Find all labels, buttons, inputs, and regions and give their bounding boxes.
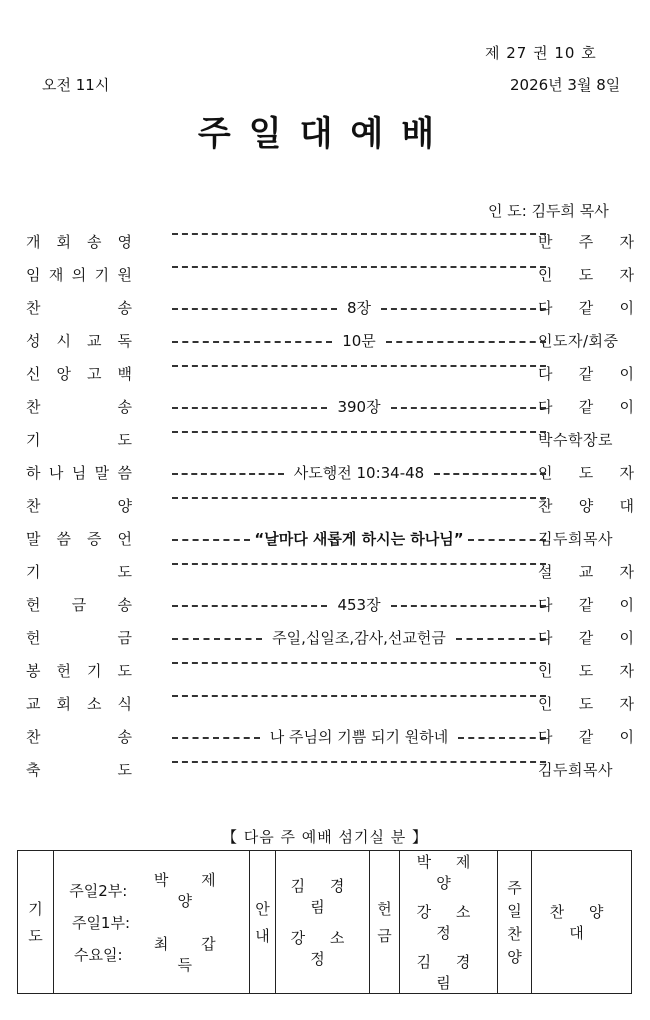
order-item-label: 하 나 님 말 씀 xyxy=(26,464,132,482)
order-leader-line xyxy=(172,429,546,433)
order-item-label: 헌 금 xyxy=(26,629,132,647)
offering-names-cell xyxy=(400,851,498,994)
offering-name: 강 소 정 xyxy=(416,903,481,942)
order-item-label: 기 도 xyxy=(26,431,132,449)
order-leader-line xyxy=(172,363,546,367)
order-leader-line xyxy=(172,759,546,763)
order-item-detail: 453장 xyxy=(337,596,381,614)
order-leader-line xyxy=(172,528,546,549)
order-leader-line xyxy=(172,693,546,697)
order-row xyxy=(26,618,636,651)
slot-row xyxy=(62,871,249,910)
guide-label: 안 내 xyxy=(255,900,270,945)
offering-label-cell xyxy=(370,851,400,994)
guide-name: 김 경 림 xyxy=(290,877,355,916)
order-item-label: 성 시 교 독 xyxy=(26,332,132,350)
order-row xyxy=(26,651,636,684)
choir-label-cell xyxy=(498,851,532,994)
slot-name: 최 갑 득 xyxy=(153,935,230,974)
order-item-label: 개 회 송 영 xyxy=(26,233,132,251)
order-item-person: 찬 양 대 xyxy=(538,497,634,515)
order-item-person: 다 같 이 xyxy=(538,728,634,746)
slot-name: 박 제 양 xyxy=(153,871,230,910)
service-time: 오전 11시 xyxy=(42,76,110,94)
choir-name: 찬 양 대 xyxy=(549,903,614,942)
order-item-person: 인 도 자 xyxy=(538,464,634,482)
order-item-person: 다 같 이 xyxy=(538,299,634,317)
order-leader-line xyxy=(172,594,546,615)
order-item-person: 인 도 자 xyxy=(538,266,634,284)
choir-name-cell xyxy=(532,851,632,994)
order-item-detail: 8장 xyxy=(346,299,372,317)
order-row xyxy=(26,552,636,585)
order-item-label: 봉 헌 기 도 xyxy=(26,662,132,680)
order-leader-line xyxy=(172,231,546,235)
order-leader-line xyxy=(172,264,546,268)
issue-number: 제 27 권 10 호 xyxy=(485,44,597,62)
order-row xyxy=(26,387,636,420)
service-date: 2026년 3월 8일 xyxy=(510,76,621,94)
order-item-label: 찬 송 xyxy=(26,299,132,317)
order-row xyxy=(26,288,636,321)
next-week-table xyxy=(17,850,632,994)
order-item-person: 다 같 이 xyxy=(538,629,634,647)
prayer-slots xyxy=(54,851,250,994)
guide-names-cell xyxy=(276,851,370,994)
order-item-detail: 10문 xyxy=(342,332,376,350)
order-item-person: 인 도 자 xyxy=(538,695,634,713)
order-leader-line xyxy=(172,462,546,483)
order-leader-line xyxy=(172,561,546,565)
order-row xyxy=(26,684,636,717)
order-item-person: 다 같 이 xyxy=(538,596,634,614)
order-item-label: 임 재 의 기 원 xyxy=(26,266,132,284)
order-item-detail: “날마다 새롭게 하시는 하나님” xyxy=(254,530,464,548)
service-leader: 인 도: 김두희 목사 xyxy=(488,202,609,220)
order-item-person: 다 같 이 xyxy=(538,365,634,383)
order-row xyxy=(26,519,636,552)
order-item-label: 헌 금 송 xyxy=(26,596,132,614)
slot-label: 주일2부: xyxy=(69,881,128,900)
order-item-person: 김두희목사 xyxy=(538,530,613,548)
order-leader-line xyxy=(172,396,546,417)
choir-label: 주 일 찬 양 xyxy=(507,879,522,966)
slot-label: 수요일: xyxy=(74,945,123,964)
order-row xyxy=(26,321,636,354)
order-item-detail: 사도행전 10:34-48 xyxy=(293,464,425,482)
order-leader-line xyxy=(172,495,546,499)
order-item-label: 말 씀 증 언 xyxy=(26,530,132,548)
order-row xyxy=(26,420,636,453)
offering-name: 김 경 림 xyxy=(416,953,481,992)
order-item-person: 김두희목사 xyxy=(538,761,613,779)
order-of-worship xyxy=(26,222,636,783)
offering-label: 헌 금 xyxy=(377,900,392,945)
order-item-detail: 나 주님의 기쁨 되기 원하네 xyxy=(269,728,449,746)
guide-label-cell xyxy=(250,851,276,994)
order-item-detail: 390장 xyxy=(337,398,381,416)
order-item-person: 반 주 자 xyxy=(538,233,634,251)
order-item-person: 인도자/회중 xyxy=(538,332,619,350)
order-row xyxy=(26,486,636,519)
slot-row xyxy=(62,935,249,974)
prayer-label-cell xyxy=(18,851,54,994)
page-title: 주일대예배 xyxy=(197,114,453,154)
next-week-title: 【 다음 주 예배 섬기실 분 】 xyxy=(221,828,429,846)
order-row xyxy=(26,222,636,255)
slot-label: 주일1부: xyxy=(71,913,131,932)
order-row xyxy=(26,750,636,783)
order-item-label: 찬 송 xyxy=(26,398,132,416)
order-item-label: 기 도 xyxy=(26,563,132,581)
prayer-label: 기 도 xyxy=(28,900,43,945)
order-item-label: 찬 송 xyxy=(26,728,132,746)
order-item-label: 축 도 xyxy=(26,761,132,779)
order-leader-line xyxy=(172,660,546,664)
order-item-label: 교 회 소 식 xyxy=(26,695,132,713)
order-row xyxy=(26,354,636,387)
order-item-person: 설 교 자 xyxy=(538,563,634,581)
order-row xyxy=(26,585,636,618)
order-item-detail: 주일,십일조,감사,선교헌금 xyxy=(272,629,446,647)
guide-name: 강 소 정 xyxy=(290,929,355,968)
order-item-person: 인 도 자 xyxy=(538,662,634,680)
order-row xyxy=(26,717,636,750)
order-row xyxy=(26,255,636,288)
order-leader-line xyxy=(172,726,546,747)
order-row xyxy=(26,453,636,486)
order-leader-line xyxy=(172,297,546,318)
order-leader-line xyxy=(172,627,546,648)
order-item-person: 박수학장로 xyxy=(538,431,613,449)
order-leader-line xyxy=(172,330,546,351)
order-item-label: 신 앙 고 백 xyxy=(26,365,132,383)
offering-name: 박 제 양 xyxy=(416,853,481,892)
order-item-label: 찬 양 xyxy=(26,497,132,515)
order-item-person: 다 같 이 xyxy=(538,398,634,416)
